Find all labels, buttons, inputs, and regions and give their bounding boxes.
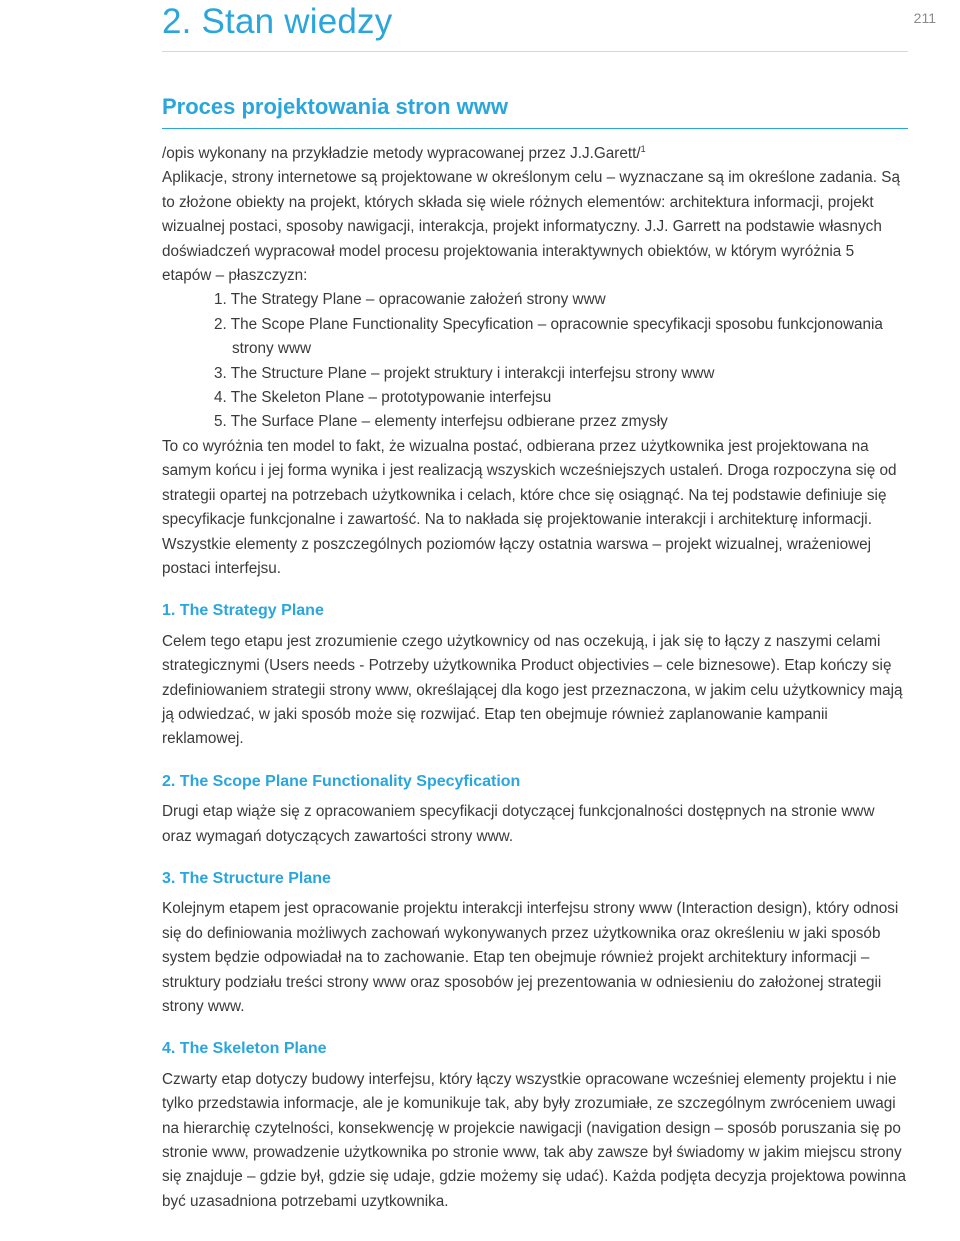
subsection-text: Kolejnym etapem jest opracowanie projektu interakcji interfejsu strony www (Interaction design), który odnosi się do definiowania możliwych zachowań wykonywanych przez użytkownika oraz określeniu w jaki sposób system będzie odpowiadał na to zachowanie. Etap ten obejmuje również projekt architektury informacji – struktury podziału treści strony www oraz sposobów jej prezentowania w odniesieniu do założonej strategii strony www. bbox=[162, 900, 899, 1015]
section-divider bbox=[162, 128, 908, 129]
intro-note-text: /opis wykonany na przykładzie metody wypracowanej przez J.J.Garett/ bbox=[162, 145, 641, 162]
body-content bbox=[162, 142, 907, 1214]
stage-item: 4. The Skeleton Plane – prototypowanie interfejsu bbox=[214, 389, 552, 407]
stage-item: 5. The Surface Plane – elementy interfejsu odbierane przez zmysły bbox=[214, 413, 668, 431]
stage-item: 1. The Strategy Plane – opracowanie założeń strony www bbox=[214, 291, 606, 309]
stage-item: 2. The Scope Plane Functionality Specyfication – opracownie specyfikacji sposobu funkcjonowania strony www bbox=[214, 315, 883, 358]
subsection-heading: 3. The Structure Plane bbox=[162, 869, 331, 887]
subsection-text: Drugi etap wiąże się z opracowaniem specyfikacji dotyczącej funkcjonalności dostępnych na stronie www oraz wymagań dotyczących zawartości strony www. bbox=[162, 803, 875, 845]
intro-paragraph: Aplikacje, strony internetowe są projektowane w określonym celu – wyznaczane są im określone zadania. Są to złożone obiekty na projekt, których składa się wiele różnych elementów: architektura informacji, projekt wizualnej postaci, sposoby nawigacji, interakcja, projekt informatyczny. J.J. Garrett na podstawie własnych doświadczeń wypracował model procesu projektowania interaktywnych obiektów, w którym wyróżnia 5 etapów – płaszczyzn: bbox=[162, 169, 901, 285]
chapter-title: 2. Stan wiedzy bbox=[162, 2, 393, 41]
summary-paragraph: To co wyróżnia ten model to fakt, że wizualna postać, odbierana przez użytkownika jest projektowana na samym końcu i jej forma wynika i jest realizacją wszyskich wcześniejszych ustaleń. Droga rozpoczyna się od strategii opartej na potrzebach użytkownika i celach, które chce się osiągnąć. Na tej podstawie definiuje się specyfikacje funkcjonalne i zawartość. Na to nakłada się projektowanie interakcji i architekturę informacji. Wszystkie elementy z poszczególnych poziomów łączy ostatnia warswa – projekt wizualnej, wrażeniowej postaci interfejsu. bbox=[162, 437, 897, 577]
stages-list bbox=[162, 288, 907, 434]
subsection-heading: 1. The Strategy Plane bbox=[162, 602, 324, 620]
stage-item: 3. The Structure Plane – projekt struktury i interakcji interfejsu strony www bbox=[214, 364, 715, 382]
subsection-text: Celem tego etapu jest zrozumienie czego użytkownicy od nas oczekują, i jak się to łączy z naszymi celami strategicznymi (Users needs - Potrzeby użytkownika Product objectivies – cele biznesowe). Etap kończy się zdefiniowaniem strategii strony www, określającej dla kogo jest przeznaczona, w jakim celu użytkownicy mają ją odwiedzać, w jaki sposób może się rozwijać. Etap ten obejmuje również zaplanowanie kampanii reklamowej. bbox=[162, 632, 903, 748]
subsection-heading: 4. The Skeleton Plane bbox=[162, 1040, 327, 1058]
subsection-text: Czwarty etap dotyczy budowy interfejsu, który łączy wszystkie opracowane wcześniej elementy projektu i nie tylko przedstawia informacje, ale je komunikuje tak, aby były zrozumiałe, ze szczególnym zwróceniem uwagi na hierarchię czytelności, konsekwencję w projekcie nawigacji (navigation design – sposób poruszania się po stronie www, prowadzenie użytkownika po stronie www, tak aby zawsze był świadomy w jakim miejscu strony się znajduje – gdzie był, gdzie się udaje, gdzie możemy się udać). Każda podjęta decyzja projektowa powinna być uzasadniona potrzebami uzytkownika. bbox=[162, 1070, 907, 1210]
footnote-ref: 1 bbox=[640, 143, 646, 154]
intro-note bbox=[162, 142, 907, 166]
section-title: Proces projektowania stron www bbox=[162, 94, 508, 119]
page-number: 211 bbox=[913, 10, 936, 26]
subsection-heading: 2. The Scope Plane Functionality Specyfication bbox=[162, 772, 521, 790]
header-divider bbox=[162, 51, 908, 52]
